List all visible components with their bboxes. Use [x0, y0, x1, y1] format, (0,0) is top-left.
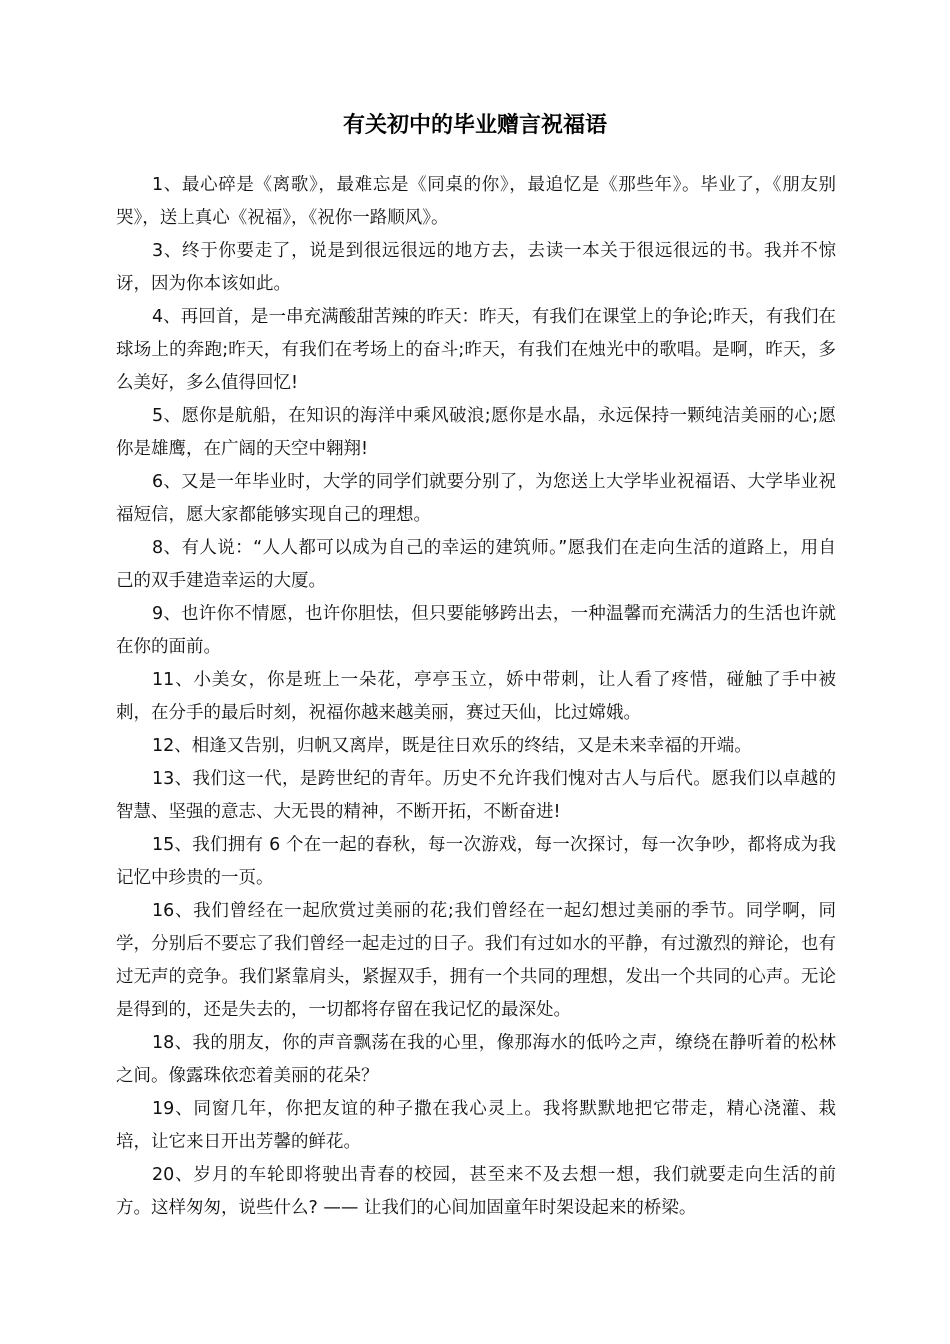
paragraph-8: 8、有人说：“人人都可以成为自己的幸运的建筑师。”愿我们在走向生活的道路上，用自己的双手建造幸运的大厦。 [116, 538, 836, 591]
paragraph-3: 3、终于你要走了，说是到很远很远的地方去，去读一本关于很远很远的书。我并不惊讶，因为你本该如此。 [116, 241, 836, 294]
paragraph-4: 4、再回首，是一串充满酸甜苦辣的昨天：昨天，有我们在课堂上的争论;昨天，有我们在球场上的奔跑;昨天，有我们在考场上的奋斗;昨天，有我们在烛光中的歌唱。是啊，昨天，多么美好，多么值得回忆! [116, 307, 836, 393]
document-body [116, 169, 836, 1225]
paragraph-5: 5、愿你是航船，在知识的海洋中乘风破浪;愿你是水晶，永远保持一颗纯洁美丽的心;愿你是雄鹰，在广阔的天空中翱翔! [116, 406, 836, 459]
paragraph-16: 16、我们曾经在一起欣赏过美丽的花;我们曾经在一起幻想过美丽的季节。同学啊，同学，分别后不要忘了我们曾经一起走过的日子。我们有过如水的平静，有过激烈的辩论，也有过无声的竞争。我们紧靠肩头，紧握双手，拥有一个共同的理想，发出一个共同的心声。无论是得到的，还是失去的，一切都将存留在我记忆的最深处。 [116, 901, 836, 1020]
paragraph-15: 15、我们拥有 6 个在一起的春秋，每一次游戏，每一次探讨，每一次争吵，都将成为我记忆中珍贵的一页。 [116, 835, 836, 888]
paragraph-18: 18、我的朋友，你的声音飘荡在我的心里，像那海水的低吟之声，缭绕在静听着的松林之间。像露珠依恋着美丽的花朵？ [116, 1033, 836, 1086]
paragraph-6: 6、又是一年毕业时，大学的同学们就要分别了，为您送上大学毕业祝福语、大学毕业祝福短信，愿大家都能够实现自己的理想。 [116, 472, 836, 525]
paragraph-12: 12、相逢又告别，归帆又离岸，既是往日欢乐的终结，又是未来幸福的开端。 [152, 736, 752, 756]
paragraph-19: 19、同窗几年，你把友谊的种子撒在我心灵上。我将默默地把它带走，精心浇灌、栽培，让它来日开出芳馨的鲜花。 [116, 1099, 836, 1152]
paragraph-20: 20、岁月的车轮即将驶出青春的校园，甚至来不及去想一想，我们就要走向生活的前方。这样匆匆，说些什么? —— 让我们的心间加固童年时架设起来的桥梁。 [116, 1165, 836, 1218]
paragraph-11: 11、小美女，你是班上一朵花，亭亭玉立，娇中带刺，让人看了疼惜，碰触了手中被刺，在分手的最后时刻，祝福你越来越美丽，赛过天仙，比过嫦娥。 [116, 670, 836, 723]
paragraph-9: 9、也许你不情愿，也许你胆怯，但只要能够跨出去，一种温馨而充满活力的生活也许就在你的面前。 [116, 604, 836, 657]
paragraph-13: 13、我们这一代，是跨世纪的青年。历史不允许我们愧对古人与后代。愿我们以卓越的智慧、坚强的意志、大无畏的精神，不断开拓，不断奋进! [116, 769, 836, 822]
paragraph-1: 1、最心碎是《离歌》，最难忘是《同桌的你》，最追忆是《那些年》。毕业了，《朋友别哭》，送上真心《祝福》，《祝你一路顺风》。 [116, 175, 836, 228]
document-title: 有关初中的毕业赠言祝福语 [342, 113, 607, 138]
